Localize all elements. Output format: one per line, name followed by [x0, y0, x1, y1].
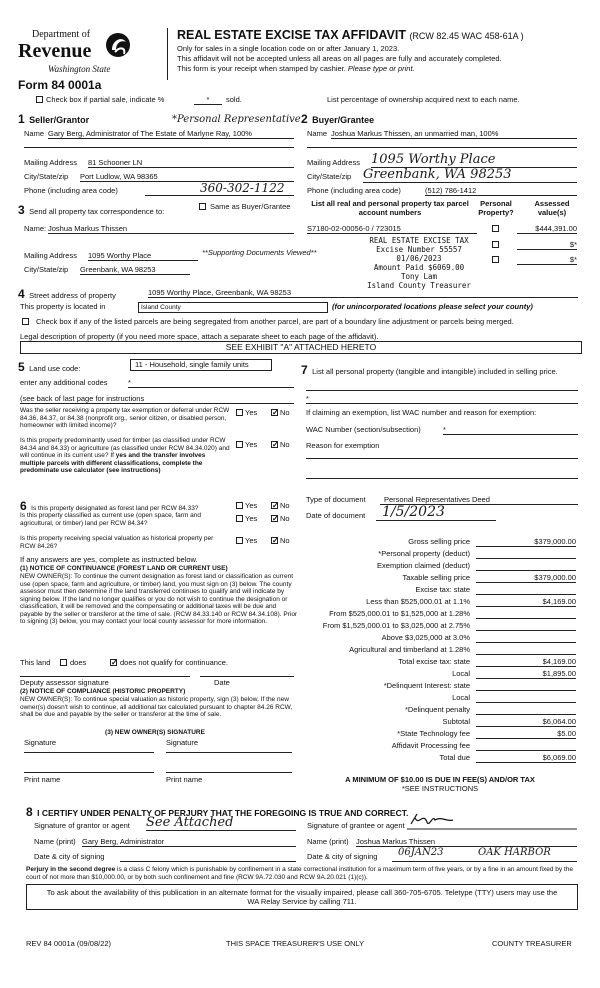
buyer-name-field[interactable]: Joshua Markus Thissen, an unmarried man, 100%	[331, 129, 577, 139]
does-checkbox[interactable]	[60, 659, 67, 666]
doc-type-label: Type of document	[306, 495, 366, 504]
stamp-line-6: Island County Treasurer	[367, 281, 471, 290]
segregated-label: Check box if any of the listed parcels are being segregated from another parcel, are part of a boundary line adjustment or parcels being merged.	[36, 317, 514, 326]
q-forest: Is this property designated as forest land per RCW 84.33?	[31, 505, 199, 512]
q-current-use: Is this property classified as current use (open space, farm and agricultural, or timber) land per RCW 84.34?	[20, 512, 202, 527]
parcel-number-1[interactable]: S7180-02-00056-0 / 723015	[307, 224, 477, 234]
section5-line	[20, 403, 294, 404]
perjury-bold: Perjury in the second degree	[26, 866, 116, 873]
section3-city-label: City/State/zip	[24, 265, 69, 274]
footer-space: THIS SPACE TREASURER'S USE ONLY	[226, 939, 365, 948]
doc-date-field[interactable]: 1/5/2023	[376, 504, 496, 521]
q-forest-no-box[interactable]: ✓	[272, 501, 279, 510]
tax-row-label: From $1,525,000.01 to $3,025,000 at 2.75%	[322, 621, 470, 630]
personal-property-checkbox-3[interactable]	[492, 256, 499, 263]
section3-label: Send all property tax correspondence to:	[29, 207, 165, 216]
deputy-date-label: Date	[214, 678, 230, 687]
revenue-swirl-icon	[104, 30, 132, 60]
seller-heading	[18, 110, 89, 128]
tax-row-label: Agricultural and timberland at 1.28%	[349, 645, 470, 654]
stamp-line-5: Tony Lam	[400, 272, 438, 281]
buyer-phone-field[interactable]: (512) 786-1412	[425, 186, 577, 196]
tax-row-label: Exemption claimed (deduct)	[377, 561, 470, 570]
dept-of: Department of	[32, 29, 91, 40]
exemption-label: If claiming an exemption, list WAC number and reason for exemption:	[306, 408, 537, 417]
q-historic-yes: Yes	[245, 536, 258, 545]
assessed-value-2[interactable]: $*	[517, 240, 577, 250]
alt-format-box: To ask about the availability of this publication in an alternate format for the visually impaired, please call 360-705-6705. Teletype (TTY) users may use the WA Relay Service by calling 711.	[26, 884, 578, 910]
tax-row-label: Local	[452, 693, 470, 702]
personal-property-line-2	[306, 403, 578, 404]
partial-sale-sold: sold.	[226, 95, 242, 104]
footer-county: COUNTY TREASURER	[492, 939, 572, 948]
sig-grantee-label: Signature of grantee or agent	[307, 821, 405, 830]
header-divider	[167, 28, 168, 80]
section7-heading	[301, 361, 581, 379]
dor-logo	[18, 30, 136, 78]
additional-codes-field[interactable]: *	[128, 378, 294, 388]
tax-row-value[interactable]: $4,169.00	[476, 597, 576, 607]
q-current-use-yes: Yes	[245, 514, 258, 523]
header-sub2: This affidavit will not be accepted unless all areas on all pages are fully and accurately completed.	[177, 54, 502, 63]
name-grantee-field[interactable]: Joshua Markus Thissen	[356, 837, 577, 847]
land-use-select[interactable]: 11 - Household, single family units	[130, 359, 272, 371]
if-yes-note: If any answers are yes, complete as instructed below.	[20, 555, 198, 564]
tax-row-value[interactable]	[476, 549, 576, 559]
certify-text: I CERTIFY UNDER PENALTY OF PERJURY THAT THE FOREGOING IS TRUE AND CORRECT.	[37, 808, 409, 818]
same-as-buyer-label: Same as Buyer/Grantee	[210, 202, 291, 211]
q-current-use-no-box[interactable]: ✓	[272, 514, 279, 523]
new-owner-print-label-1: Print name	[24, 775, 61, 784]
tax-row-label: Local	[452, 669, 470, 678]
stamp-line-3: 01/06/2023	[396, 254, 442, 263]
exhibit-box[interactable]: SEE EXHIBIT "A" ATTACHED HERETO	[20, 341, 582, 354]
q-timber	[20, 437, 232, 475]
ownership-note: List percentage of ownership acquired next to each name.	[327, 95, 520, 104]
seller-phone-label: Phone (including area code)	[24, 186, 118, 195]
does-not-label: does not qualify for continuance.	[120, 658, 228, 667]
dept-state: Washington State	[48, 64, 111, 74]
see-back-label: (see back of last page for instructions	[20, 394, 145, 403]
notice3-title: (3) NEW OWNER(S) SIGNATURE	[105, 729, 205, 736]
tax-row-label: Affidavit Processing fee	[391, 741, 470, 750]
tax-table	[300, 537, 580, 767]
tax-row-value[interactable]: $1,895.00	[476, 669, 576, 679]
reason-label: Reason for exemption	[306, 441, 380, 450]
sig-grantor-field[interactable]: See Attached	[146, 815, 296, 831]
tax-row-label: *State Technology fee	[397, 729, 470, 738]
section4-heading	[18, 285, 116, 303]
seller-num: 1	[18, 112, 25, 126]
date-grantor-line[interactable]	[120, 861, 296, 862]
q-exemption-yes: Yes	[245, 408, 258, 417]
doc-date-label: Date of document	[306, 511, 366, 520]
section6-num: 6	[20, 499, 27, 513]
buyer-heading-text: Buyer/Grantee	[312, 115, 375, 125]
stamp-line-1: REAL ESTATE EXCISE TAX	[369, 236, 469, 245]
personal-property-checkbox-2[interactable]	[492, 241, 499, 248]
buyer-num: 2	[301, 112, 308, 126]
city-grantee-field[interactable]: OAK HARBOR	[478, 847, 551, 858]
tax-row-value[interactable]: $379,000.00	[476, 537, 576, 547]
form-title	[177, 28, 524, 42]
assessed-value-3[interactable]: $*	[517, 255, 577, 265]
tax-row-label: *Personal property (deduct)	[378, 549, 470, 558]
tax-row-label: *Delinquent penalty	[404, 705, 470, 714]
buyer-name-line2	[307, 147, 577, 148]
tax-row-value[interactable]	[476, 561, 576, 571]
header-sub3-italic: Please type or print.	[347, 64, 415, 73]
reason-line-2	[306, 478, 578, 479]
tax-row-label: Excise tax: state	[415, 585, 470, 594]
buyer-city-field[interactable]: Greenbank, WA 98253	[363, 167, 577, 183]
section5-num: 5	[18, 360, 25, 374]
q-historic-no-box[interactable]: ✓	[272, 536, 279, 545]
form-number: Form 84 0001a	[18, 78, 102, 92]
tax-row-value[interactable]	[476, 621, 576, 631]
county-note: (for unincorporated locations please select your county)	[332, 302, 533, 311]
deputy-label: Deputy assessor signature	[20, 678, 109, 687]
new-owner-print-line-2	[166, 772, 292, 773]
seller-mailing-field[interactable]: 81 Schooner LN	[88, 158, 294, 168]
section7-text: List all personal property (tangible and intangible) included in selling price.	[312, 367, 558, 376]
name-grantor-label: Name (print)	[34, 837, 76, 846]
tax-row-value[interactable]	[476, 585, 576, 595]
street-label: Street address of property	[29, 291, 116, 300]
section3-name-label: Name:	[24, 224, 47, 233]
section3-name-field[interactable]: Joshua Markus Thissen	[48, 224, 294, 234]
q-exemption-yes-box[interactable]	[236, 409, 243, 416]
buyer-mailing-field[interactable]: 1095 Worthy Place	[371, 152, 577, 168]
personal-property-header: Personal Property?	[478, 199, 514, 217]
tax-row-label: Subtotal	[442, 717, 470, 726]
tax-row-value[interactable]	[476, 693, 576, 703]
form-title-ref: (RCW 82.45 WAC 458-61A )	[409, 31, 524, 41]
stamp-line-2: Excise Number 55557	[376, 245, 462, 254]
name-grantee-label: Name (print)	[307, 837, 349, 846]
grantee-signature-mark[interactable]	[407, 810, 577, 830]
q-timber-yes: Yes	[245, 440, 258, 449]
notice2-title: (2) NOTICE OF COMPLIANCE (HISTORIC PROPERTY)	[20, 688, 186, 695]
section4-num: 4	[18, 287, 25, 301]
header-sub3-text: This form is your receipt when stamped by cashier.	[177, 64, 346, 73]
q-current-use-no: No	[280, 514, 290, 523]
assessed-value-1[interactable]: $444,391.00	[517, 224, 577, 234]
reason-line-1	[306, 458, 578, 459]
seller-heading-text: Seller/Grantor	[29, 115, 90, 125]
buyer-name-label: Name	[307, 129, 328, 138]
tax-row-label: From $525,000.01 to $1,525,000 at 1.28%	[329, 609, 470, 618]
parcel-header: List all real and personal property tax parcel account numbers	[311, 199, 469, 217]
located-label: This property is located in	[20, 302, 106, 311]
tax-row-value[interactable]	[476, 645, 576, 655]
legal-label: Legal description of property (if you need more space, attach a separate sheet to each page of the affidavit).	[20, 332, 379, 341]
new-owner-sig-label-1: Signature	[24, 738, 57, 747]
date-grantee-field[interactable]: 06JAN23	[398, 847, 444, 858]
notice2-text: NEW OWNER(S): To continue special valuation as historic property, sign (3) below. If the new owner(s) doesn't wish to continue, all additional tax calculated pursuant to chapter 84.26 RCW, shall be due and payable by the seller or transferor at the time of sale.	[20, 696, 293, 718]
seller-name-field[interactable]: Gary Berg, Administrator of The Estate of Marlyne Ray, 100%	[48, 129, 294, 139]
q-historic-yes-box[interactable]	[236, 537, 243, 544]
perjury-notice	[26, 866, 582, 881]
q-timber-bold: yes and the transfer involves multiple parcels with different classifications, complete the predominate use calculator (see instructions)	[20, 452, 206, 474]
wac-label: WAC Number (section/subsection)	[306, 425, 421, 434]
q-timber-no: No	[280, 440, 290, 449]
partial-sale-label: Check box if partial sale, indicate %	[46, 95, 165, 104]
seller-city-field[interactable]: Port Ludlow, WA 98365	[80, 172, 294, 182]
section3-city-field[interactable]: Greenbank, WA 98253	[80, 265, 190, 275]
section5-heading	[18, 358, 80, 376]
q-historic: Is this property receiving special valuation as historical property per RCW 84.26?	[20, 535, 214, 550]
partial-sale-pct[interactable]: *	[194, 95, 222, 105]
stamp-line-4: Amount Paid $6069.00	[373, 263, 465, 272]
tax-row-value[interactable]	[476, 633, 576, 643]
date-grantee-line	[392, 861, 577, 862]
tax-row-value[interactable]	[476, 705, 576, 715]
date-grantor-label: Date & city of signing	[34, 852, 105, 861]
new-owner-sig-line-2	[166, 752, 292, 753]
footer-rev: REV 84 0001a (09/08/22)	[26, 939, 112, 948]
tax-row-value[interactable]: $4,169.00	[476, 657, 576, 667]
tax-row-value[interactable]	[476, 741, 576, 751]
q-current-use-yes-box[interactable]	[236, 515, 243, 522]
doc-type-field[interactable]: Personal Representatives Deed	[380, 495, 578, 505]
section3-mailing-field[interactable]: 1095 Worthy Place	[88, 251, 198, 261]
assessed-value-header: Assessed value(s)	[534, 199, 570, 217]
deputy-sig-line	[20, 676, 190, 677]
same-as-buyer-checkbox[interactable]	[199, 203, 206, 210]
tax-row-label: Taxable selling price	[402, 573, 470, 582]
this-land-label: This land	[20, 658, 51, 667]
seller-handwritten-note: *Personal Representative	[172, 114, 301, 125]
new-owner-sig-label-2: Signature	[166, 738, 199, 747]
perjury-text: is a class C felony which is punishable by confinement in a state correctional institution for a maximum term of five years, or by a fine in an amount fixed by the court of not more than $10,000.00, or by both such confinement and fine (RCW 9A.72.030 and RCW 9A.20.021 (1)(c)).	[26, 866, 573, 881]
new-owner-print-line-1	[24, 772, 154, 773]
tax-row-value[interactable]	[476, 609, 576, 619]
personal-property-field[interactable]: *	[306, 394, 309, 403]
q-timber-text: Is this property predominantly used for timber (as classified under RCW 84.34 and 84.33) or agriculture (as classified under RCW 84.34.020) and will continue in its current use? If	[20, 437, 230, 459]
q-exemption: Was the seller receiving a property tax exemption or deferral under RCW 84.36, 84.37, or 84.38 (nonprofit org., senior citizen, or disabled person, homeowner with limited income)?	[20, 407, 230, 429]
land-use-label: Land use code:	[29, 364, 81, 373]
tax-row-value[interactable]: $6,069.00	[476, 753, 576, 763]
new-owner-print-label-2: Print name	[166, 775, 203, 784]
q-historic-no: No	[280, 536, 290, 545]
personal-property-line-1	[306, 390, 578, 391]
county-select[interactable]: Island County	[138, 302, 328, 313]
sig-grantor-label: Signature of grantor or agent	[34, 821, 130, 830]
section7-num: 7	[301, 363, 308, 377]
does-label: does	[70, 658, 87, 667]
q-exemption-no: No	[280, 408, 290, 417]
buyer-city-label: City/State/zip	[307, 172, 352, 181]
segregated-checkbox[interactable]	[22, 318, 29, 325]
q-exemption-no-box[interactable]: ✓	[272, 408, 279, 417]
tax-row-value[interactable]: $5.00	[476, 729, 576, 739]
name-grantor-field[interactable]: Gary Berg, Administrator	[82, 837, 296, 847]
seller-phone-field[interactable]: 360-302-1122	[145, 181, 294, 196]
tax-row-value[interactable]	[476, 681, 576, 691]
seller-name-line2	[24, 147, 294, 148]
additional-codes-label: enter any additional codes	[20, 378, 108, 387]
form-title-text: REAL ESTATE EXCISE TAX AFFIDAVIT	[177, 28, 406, 42]
q-forest-no: No	[280, 501, 290, 510]
treasurer-stamp	[360, 236, 478, 290]
supporting-docs: **Supporting Documents Viewed**	[202, 248, 317, 257]
tax-row-label: *Delinquent Interest: state	[383, 681, 470, 690]
section3-mailing-label: Mailing Address	[24, 251, 77, 260]
section8-num: 8	[26, 805, 33, 819]
q-forest-yes-box[interactable]	[236, 502, 243, 509]
new-owner-sig-line-1	[24, 752, 154, 753]
tax-row-value[interactable]: $379,000.00	[476, 573, 576, 583]
header-sub1: Only for sales in a single location code on or after January 1, 2023.	[177, 44, 400, 53]
minimum-due: A MINIMUM OF $10.00 IS DUE IN FEE(S) AND/OR TAX	[345, 775, 535, 784]
q-timber-yes-box[interactable]	[236, 441, 243, 448]
notice1-text: NEW OWNER(S): To continue the current designation as forest land or classification as current use (open space, farm and agriculture, or timber) land, you must sign on (3) below. The county assessor must then determine if the land transferred continues to qualify and will indicate by signing below. If the land no longer qualifies or you do not wish to continue the designation or classification, it will be removed and the compensating or additional taxes will be due and payable by the seller or transferor at the time of sale. (RCW 84.33.140 or RCW 84.34.108). Prior to signing (3) below, you may contact your local county assessor for more information.	[20, 573, 298, 625]
tax-row-value[interactable]: $6,064.00	[476, 717, 576, 727]
wac-field[interactable]: *	[443, 425, 578, 435]
tax-row-label: Gross selling price	[408, 537, 470, 546]
dept-revenue: Revenue	[18, 40, 92, 62]
seller-city-label: City/State/zip	[24, 172, 69, 181]
buyer-phone-label: Phone (including area code)	[307, 186, 401, 195]
tax-row-label: Less than $525,000.01 at 1.1%	[366, 597, 470, 606]
deputy-date-line	[200, 676, 294, 677]
street-field[interactable]: 1095 Worthy Place, Greenbank, WA 98253	[148, 288, 578, 298]
seller-name-label: Name	[24, 129, 45, 138]
see-instructions: *SEE INSTRUCTIONS	[401, 784, 479, 793]
partial-sale-checkbox[interactable]	[36, 96, 43, 103]
buyer-heading	[301, 110, 374, 128]
notice1-title: (1) NOTICE OF CONTINUANCE (FOREST LAND OR CURRENT USE)	[20, 565, 228, 572]
buyer-mailing-label: Mailing Address	[307, 158, 360, 167]
section3-heading	[18, 201, 164, 219]
section3-num: 3	[18, 203, 25, 217]
date-grantee-label: Date & city of signing	[307, 852, 378, 861]
tax-row-label: Total due	[439, 753, 470, 762]
tax-row-label: Above $3,025,000 at 3.0%	[381, 633, 470, 642]
does-not-checkbox[interactable]: ✓	[111, 658, 118, 667]
personal-property-checkbox-1[interactable]	[492, 225, 499, 232]
q-timber-no-box[interactable]: ✓	[272, 440, 279, 449]
seller-mailing-label: Mailing Address	[24, 158, 77, 167]
tax-row-label: Total excise tax: state	[398, 657, 470, 666]
q-forest-yes: Yes	[245, 501, 258, 510]
header-sub3	[177, 64, 415, 73]
